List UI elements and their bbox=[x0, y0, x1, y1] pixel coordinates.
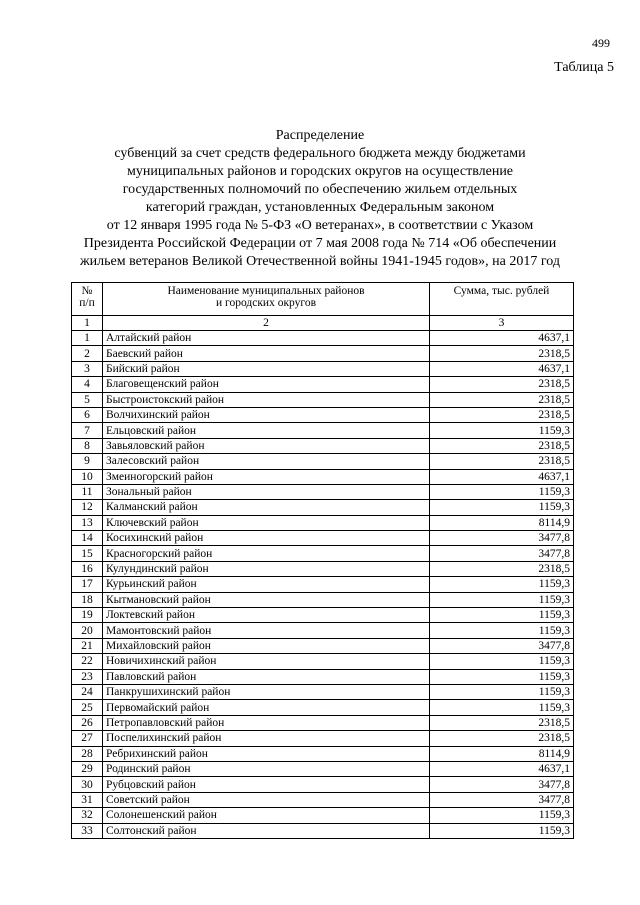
table-row bbox=[72, 407, 574, 422]
table-row bbox=[72, 715, 574, 730]
row-sum: 4637,1 bbox=[430, 469, 574, 484]
table-row bbox=[72, 454, 574, 469]
row-sum: 1159,3 bbox=[430, 684, 574, 699]
row-district-name: Солтонский район bbox=[103, 823, 430, 838]
header-number bbox=[72, 283, 103, 316]
row-sum: 3477,8 bbox=[430, 777, 574, 792]
row-district-name: Первомайский район bbox=[103, 700, 430, 715]
row-district-name: Курьинский район bbox=[103, 577, 430, 592]
table-row bbox=[72, 531, 574, 546]
row-sum: 2318,5 bbox=[430, 377, 574, 392]
row-sum: 1159,3 bbox=[430, 608, 574, 623]
table-row bbox=[72, 823, 574, 838]
row-district-name: Мамонтовский район bbox=[103, 623, 430, 638]
table-row bbox=[72, 761, 574, 776]
row-district-name: Красногорский район bbox=[103, 546, 430, 561]
row-district-name: Панкрушихинский район bbox=[103, 684, 430, 699]
row-district-name: Советский район bbox=[103, 792, 430, 807]
row-district-name: Михайловский район bbox=[103, 638, 430, 653]
table-row bbox=[72, 346, 574, 361]
row-district-name: Родинский район bbox=[103, 761, 430, 776]
row-number: 20 bbox=[72, 623, 103, 638]
row-district-name: Кулундинский район bbox=[103, 561, 430, 576]
row-sum: 1159,3 bbox=[430, 808, 574, 823]
row-sum: 4637,1 bbox=[430, 331, 574, 346]
row-number: 25 bbox=[72, 700, 103, 715]
table-row bbox=[72, 377, 574, 392]
row-sum: 1159,3 bbox=[430, 654, 574, 669]
header-number-line2: п/п bbox=[79, 297, 95, 309]
row-sum: 2318,5 bbox=[430, 346, 574, 361]
row-number: 17 bbox=[72, 577, 103, 592]
row-number: 28 bbox=[72, 746, 103, 761]
title-line: Президента Российской Федерации от 7 мая 2008 года № 714 «Об обеспечении bbox=[83, 236, 557, 251]
table-row bbox=[72, 561, 574, 576]
row-number: 10 bbox=[72, 469, 103, 484]
title-line: Распределение bbox=[275, 128, 365, 143]
row-number: 21 bbox=[72, 638, 103, 653]
header-name bbox=[103, 283, 430, 316]
row-number: 27 bbox=[72, 731, 103, 746]
table-row bbox=[72, 423, 574, 438]
row-sum: 1159,3 bbox=[430, 577, 574, 592]
title-line: муниципальных районов и городских округов на осуществление bbox=[126, 164, 514, 179]
subsidy-table bbox=[71, 282, 574, 839]
column-index: 1 bbox=[72, 316, 103, 331]
row-sum: 2318,5 bbox=[430, 392, 574, 407]
row-district-name: Косихинский район bbox=[103, 531, 430, 546]
row-number: 16 bbox=[72, 561, 103, 576]
table-row bbox=[72, 654, 574, 669]
row-number: 22 bbox=[72, 654, 103, 669]
row-sum: 2318,5 bbox=[430, 454, 574, 469]
table-row bbox=[72, 608, 574, 623]
row-district-name: Ключевский район bbox=[103, 515, 430, 530]
row-sum: 1159,3 bbox=[430, 592, 574, 607]
row-number: 30 bbox=[72, 777, 103, 792]
row-sum: 1159,3 bbox=[430, 484, 574, 499]
row-sum: 4637,1 bbox=[430, 361, 574, 376]
table-body bbox=[72, 316, 574, 839]
row-sum: 3477,8 bbox=[430, 638, 574, 653]
table-row bbox=[72, 331, 574, 346]
row-district-name: Поспелихинский район bbox=[103, 731, 430, 746]
table-header-row bbox=[72, 283, 574, 316]
header-name-line2: и городских округов bbox=[216, 297, 316, 309]
title-line: от 12 января 1995 года № 5-ФЗ «О ветеранах», в соответствии с Указом bbox=[106, 218, 534, 233]
title-line: категорий граждан, установленных Федеральным законом bbox=[145, 200, 495, 215]
row-sum: 2318,5 bbox=[430, 407, 574, 422]
table-row bbox=[72, 638, 574, 653]
row-sum: 3477,8 bbox=[430, 792, 574, 807]
table-row bbox=[72, 546, 574, 561]
row-number: 23 bbox=[72, 669, 103, 684]
header-sum: Сумма, тыс. рублей bbox=[430, 283, 574, 316]
row-district-name: Петропавловский район bbox=[103, 715, 430, 730]
column-index-row bbox=[72, 316, 574, 331]
row-number: 12 bbox=[72, 500, 103, 515]
row-district-name: Благовещенский район bbox=[103, 377, 430, 392]
row-district-name: Залесовский район bbox=[103, 454, 430, 469]
row-number: 14 bbox=[72, 531, 103, 546]
row-district-name: Новичихинский район bbox=[103, 654, 430, 669]
column-index: 3 bbox=[430, 316, 574, 331]
document-title bbox=[60, 127, 580, 271]
row-number: 11 bbox=[72, 484, 103, 499]
row-number: 18 bbox=[72, 592, 103, 607]
table-row bbox=[72, 700, 574, 715]
table-row bbox=[72, 808, 574, 823]
row-number: 32 bbox=[72, 808, 103, 823]
table-row bbox=[72, 438, 574, 453]
row-district-name: Павловский район bbox=[103, 669, 430, 684]
row-number: 19 bbox=[72, 608, 103, 623]
row-district-name: Быстроистокский район bbox=[103, 392, 430, 407]
table-row bbox=[72, 684, 574, 699]
header-number-line1: № bbox=[81, 285, 93, 297]
header-name-line1: Наименование муниципальных районов bbox=[167, 285, 365, 297]
row-number: 13 bbox=[72, 515, 103, 530]
row-district-name: Кытмановский район bbox=[103, 592, 430, 607]
row-number: 9 bbox=[72, 454, 103, 469]
table-row bbox=[72, 577, 574, 592]
row-number: 6 bbox=[72, 407, 103, 422]
row-sum: 1159,3 bbox=[430, 500, 574, 515]
row-number: 26 bbox=[72, 715, 103, 730]
table-row bbox=[72, 731, 574, 746]
table-row bbox=[72, 746, 574, 761]
row-district-name: Бийский район bbox=[103, 361, 430, 376]
row-district-name: Зональный район bbox=[103, 484, 430, 499]
row-sum: 4637,1 bbox=[430, 761, 574, 776]
row-sum: 2318,5 bbox=[430, 561, 574, 576]
row-district-name: Волчихинский район bbox=[103, 407, 430, 422]
row-district-name: Ребрихинский район bbox=[103, 746, 430, 761]
row-sum: 1159,3 bbox=[430, 423, 574, 438]
row-sum: 1159,3 bbox=[430, 700, 574, 715]
table-row bbox=[72, 515, 574, 530]
table-row bbox=[72, 623, 574, 638]
row-district-name: Ельцовский район bbox=[103, 423, 430, 438]
row-number: 31 bbox=[72, 792, 103, 807]
row-district-name: Змеиногорский район bbox=[103, 469, 430, 484]
row-sum: 2318,5 bbox=[430, 715, 574, 730]
row-sum: 8114,9 bbox=[430, 746, 574, 761]
table-row bbox=[72, 392, 574, 407]
table-row bbox=[72, 792, 574, 807]
row-district-name: Завьяловский район bbox=[103, 438, 430, 453]
row-sum: 3477,8 bbox=[430, 546, 574, 561]
row-district-name: Алтайский район bbox=[103, 331, 430, 346]
row-district-name: Баевский район bbox=[103, 346, 430, 361]
table-row bbox=[72, 469, 574, 484]
table-label: Таблица 5 bbox=[554, 60, 614, 75]
table-row bbox=[72, 777, 574, 792]
row-number: 15 bbox=[72, 546, 103, 561]
title-line: жильем ветеранов Великой Отечественной войны 1941-1945 годов», на 2017 год bbox=[80, 254, 560, 269]
table-row bbox=[72, 500, 574, 515]
row-number: 5 bbox=[72, 392, 103, 407]
row-district-name: Солонешенский район bbox=[103, 808, 430, 823]
row-sum: 3477,8 bbox=[430, 531, 574, 546]
row-district-name: Калманский район bbox=[103, 500, 430, 515]
row-number: 3 bbox=[72, 361, 103, 376]
row-sum: 8114,9 bbox=[430, 515, 574, 530]
column-index: 2 bbox=[103, 316, 430, 331]
row-sum: 1159,3 bbox=[430, 669, 574, 684]
page-number: 499 bbox=[592, 36, 610, 50]
row-sum: 2318,5 bbox=[430, 731, 574, 746]
row-number: 1 bbox=[72, 331, 103, 346]
row-district-name: Рубцовский район bbox=[103, 777, 430, 792]
row-number: 29 bbox=[72, 761, 103, 776]
row-number: 4 bbox=[72, 377, 103, 392]
table-row bbox=[72, 592, 574, 607]
title-line: государственных полномочий по обеспечению жильем отдельных bbox=[122, 182, 518, 197]
table-row bbox=[72, 484, 574, 499]
table-row bbox=[72, 669, 574, 684]
row-sum: 1159,3 bbox=[430, 623, 574, 638]
table-row bbox=[72, 361, 574, 376]
row-number: 24 bbox=[72, 684, 103, 699]
row-sum: 1159,3 bbox=[430, 823, 574, 838]
row-sum: 2318,5 bbox=[430, 438, 574, 453]
row-number: 2 bbox=[72, 346, 103, 361]
row-number: 8 bbox=[72, 438, 103, 453]
title-line: субвенций за счет средств федерального бюджета между бюджетами bbox=[114, 146, 526, 161]
row-number: 33 bbox=[72, 823, 103, 838]
row-number: 7 bbox=[72, 423, 103, 438]
row-district-name: Локтевский район bbox=[103, 608, 430, 623]
